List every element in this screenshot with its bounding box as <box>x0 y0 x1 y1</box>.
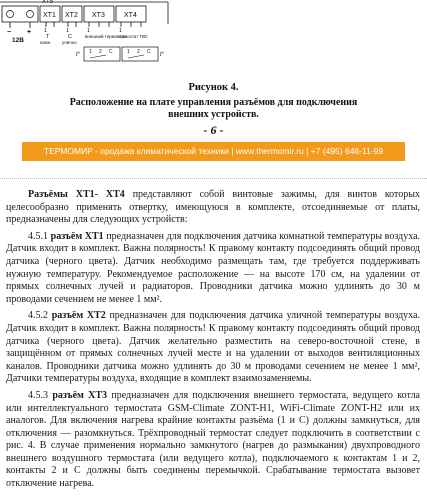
section-4-5-1 <box>6 231 420 307</box>
section-4-5-1-number: 4.5.1 <box>28 230 51 242</box>
xt3-switch-pinc: C <box>109 49 113 55</box>
connector-xt4 <box>116 6 165 61</box>
xt4-switch-pin2: 2 <box>137 49 140 55</box>
xt3-switch-t: t° <box>76 52 81 58</box>
figure-title: Рисунок 4. <box>188 82 239 93</box>
xt1-caption: комн. <box>40 40 52 45</box>
store-banner: ТЕРМОМИР - продажа климатической техники | www.thermomir.ru | +7 (495) 646-11-99 <box>22 142 405 161</box>
intro-paragraph <box>6 189 420 227</box>
xt2-caption: улично <box>62 40 77 45</box>
xt5-partial-label: XT5 <box>42 0 54 5</box>
power-minus-label: − <box>7 29 12 36</box>
power-plus-label: + <box>27 29 32 36</box>
section-4-5-2-number: 4.5.2 <box>28 310 52 322</box>
connector-diagram <box>0 0 427 62</box>
section-4-5-3 <box>6 390 420 491</box>
figure-caption-line1: Расположение на плате управления разъёмов для подключения <box>69 97 358 108</box>
intro-text: представляют собой винтовые зажимы, для винтов которых целесообразно применять отвертку, имеющуюся в комплекте, отсоединяемые от платы, предназначены для следующих устройств: <box>6 189 420 226</box>
xt3-label: XT3 <box>92 12 105 19</box>
section-4-5-2-bold: разъём XT2 <box>51 310 106 322</box>
section-4-5-3-bold: разъём XT3 <box>52 389 108 401</box>
connector-xt2 <box>62 6 82 45</box>
xt3-pin-label: 1 <box>87 28 91 34</box>
section-4-5-1-bold: разъём XT1 <box>50 230 104 242</box>
document-body <box>6 189 420 495</box>
section-4-5-3-number: 4.5.3 <box>28 389 53 401</box>
xt2-pin-label: 1 <box>66 28 70 34</box>
xt1-label: XT1 <box>43 12 56 19</box>
xt1-pin-letter: T <box>46 34 50 40</box>
figure-caption-line2: внешних устройств. <box>168 109 259 120</box>
xt4-switch-t: t° <box>160 52 165 58</box>
xt3-caption: внешний термостат <box>85 34 127 39</box>
power-terminal <box>2 6 38 44</box>
xt1-pin-label: 1 <box>44 28 48 34</box>
section-4-5-2 <box>6 310 420 386</box>
xt3-switch-pin1: 1 <box>89 49 92 55</box>
connector-xt1 <box>40 6 60 45</box>
xt3-switch-pin2: 2 <box>99 49 102 55</box>
section-4-5-1-text: предназначен для подключения датчика комнатной температуры воздуха. Датчик входит в комплект. Важна полярность! К правому контакту подсоединять общий провод датчика (черного цвета). Датчик необходимо размещать там, где требуется поддерживать нужную температуру. Рекомендуемое расположение — на высоте 170 см, на удалении от прямых солнечных лучей и радиаторов. Проводники датчика можно удлинять до 30 м проводами сечением не менее 1 мм². <box>6 230 421 305</box>
xt2-label: XT2 <box>65 12 78 19</box>
section-4-5-2-text: предназначен для подключения датчика уличной температуры воздуха. Датчик входит в комплект. Важна полярность! К правому контакту подсоединять общий провод датчика (черного цвета). Датчик желательно разместить на северо-восточной стене, в защищённом от прямых солнечных лучей месте и на удалении от выходов вентиляционных каналов. Проводники датчика можно удлинять до 30 м проводами сечением не менее 1 мм², Датчики температуры воздуха, входящие в комплект взаимозаменяемы. <box>6 310 420 385</box>
section-4-5-3-text: предназначен для подключения внешнего термостата, ведущего котла или интеллектуального термостата GSM-Climate ZONT-H1, WiFi-Climate ZONT-H2 или их аналогов. Для включения нагрева крайние контакты разъёма (1 и С) должны замкнуться, для отключения — разомкнуться. Трёхпроводный термостат следует подключить в соответствии с рис. 4. В случае применения нормально замкнутого (нагрев до размыкания) двухпроводного внешнего воздушного термостата (или ведущего котла), подключаемого к контактам 1 и 2, контакты 2 и С должны быть соединены перемычкой. Срабатывание термостата вызовет отключение нагрева. <box>6 389 421 490</box>
xt2-pin-letter: C <box>68 34 72 40</box>
xt4-pin-label: 1 <box>119 28 123 34</box>
xt4-switch-pin1: 1 <box>127 49 130 55</box>
page-separator <box>0 178 427 179</box>
xt4-caption: термостат ГВС <box>117 34 149 39</box>
xt4-label: XT4 <box>124 12 137 19</box>
xt4-switch-pinc: C <box>147 49 151 55</box>
page-number: - 6 - <box>203 123 224 137</box>
power-voltage-label: 12В <box>12 37 24 44</box>
intro-bold: Разъёмы XT1- XT4 <box>28 189 125 200</box>
